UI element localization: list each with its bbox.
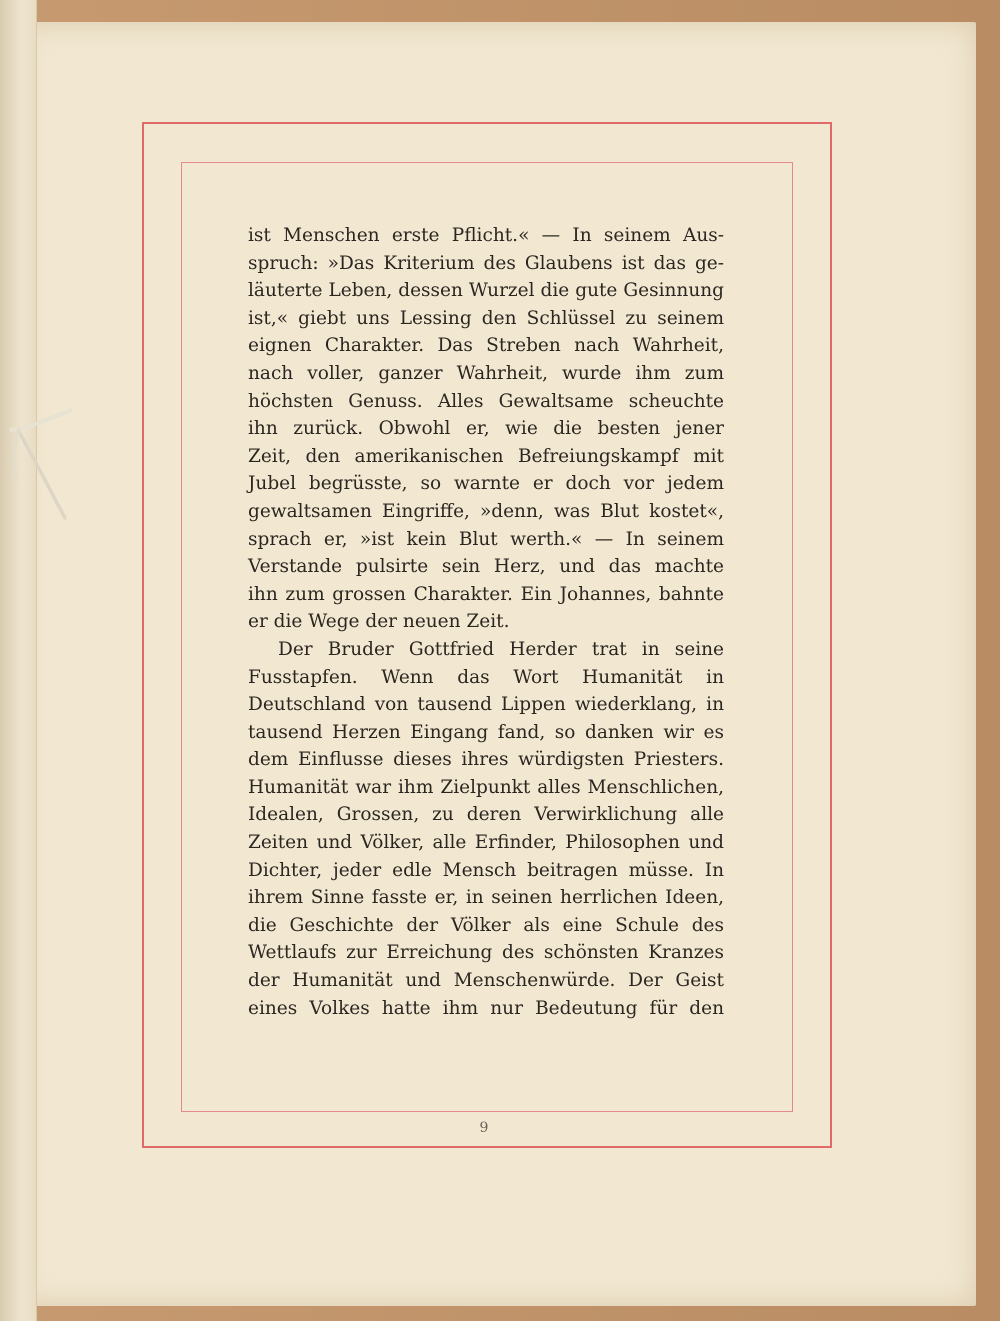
page-number: 9 [479,1120,489,1136]
text-line: die Geschichte der Völker als eine Schule des [248,914,724,936]
text-line: Fusstapfen. Wenn das Wort Humanität in [248,666,724,688]
text-line: ist,« giebt uns Lessing den Schlüssel zu seinem [248,307,724,329]
text-line: Jubel begrüsste, so warnte er doch vor jedem [248,473,724,495]
text-line: Humanität war ihm Zielpunkt alles Menschlichen, [248,776,724,798]
binding-string-icon [10,400,72,520]
text-line: ihn zum grossen Charakter. Ein Johannes, bahnte [248,583,724,605]
text-line: läuterte Leben, dessen Wurzel die gute Gesinnung [248,280,724,302]
text-line: tausend Herzen Eingang fand, so danken wir es [248,721,724,743]
text-line: ihrem Sinne fasste er, in seinen herrlichen Ideen, [248,887,724,909]
body-text [248,222,724,1022]
text-line: ihn zurück. Obwohl er, wie die besten jener [248,418,724,440]
text-line: spruch: »Das Kriterium des Glaubens ist das ge- [248,252,724,274]
text-line: nach voller, ganzer Wahrheit, wurde ihm zum [248,362,724,384]
text-line: Zeit, den amerikanischen Befreiungskampf mit [248,445,724,467]
page-binding [0,0,37,1321]
text-line: eignen Charakter. Das Streben nach Wahrheit, [248,335,724,357]
text-line: eines Volkes hatte ihm nur Bedeutung für den [248,997,724,1019]
text-line: Wettlaufs zur Erreichung des schönsten Kranzes [248,942,724,964]
text-line: dem Einflusse dieses ihres würdigsten Priesters. [248,749,724,771]
text-line: gewaltsamen Eingriffe, »denn, was Blut kostet«, [248,500,724,522]
text-line: Deutschland von tausend Lippen wiederklang, in [248,694,724,716]
text-line: Der Bruder Gottfried Herder trat in seine [278,638,724,660]
text-line: Verstande pulsirte sein Herz, und das machte [248,556,724,578]
text-line: ist Menschen erste Pflicht.« — In seinem Aus- [248,225,724,246]
text-line: Idealen, Grossen, zu deren Verwirklichung alle [248,804,724,826]
text-line: er die Wege der neuen Zeit. [248,611,510,633]
text-line: Zeiten und Völker, alle Erfinder, Philosophen und [248,832,724,854]
text-line: sprach er, »ist kein Blut werth.« — In seinem [248,528,724,550]
text-line: höchsten Genuss. Alles Gewaltsame scheuchte [248,390,724,412]
text-line: Dichter, jeder edle Mensch beitragen müsse. In [248,859,724,881]
text-line: der Humanität und Menschenwürde. Der Geist [248,970,724,992]
